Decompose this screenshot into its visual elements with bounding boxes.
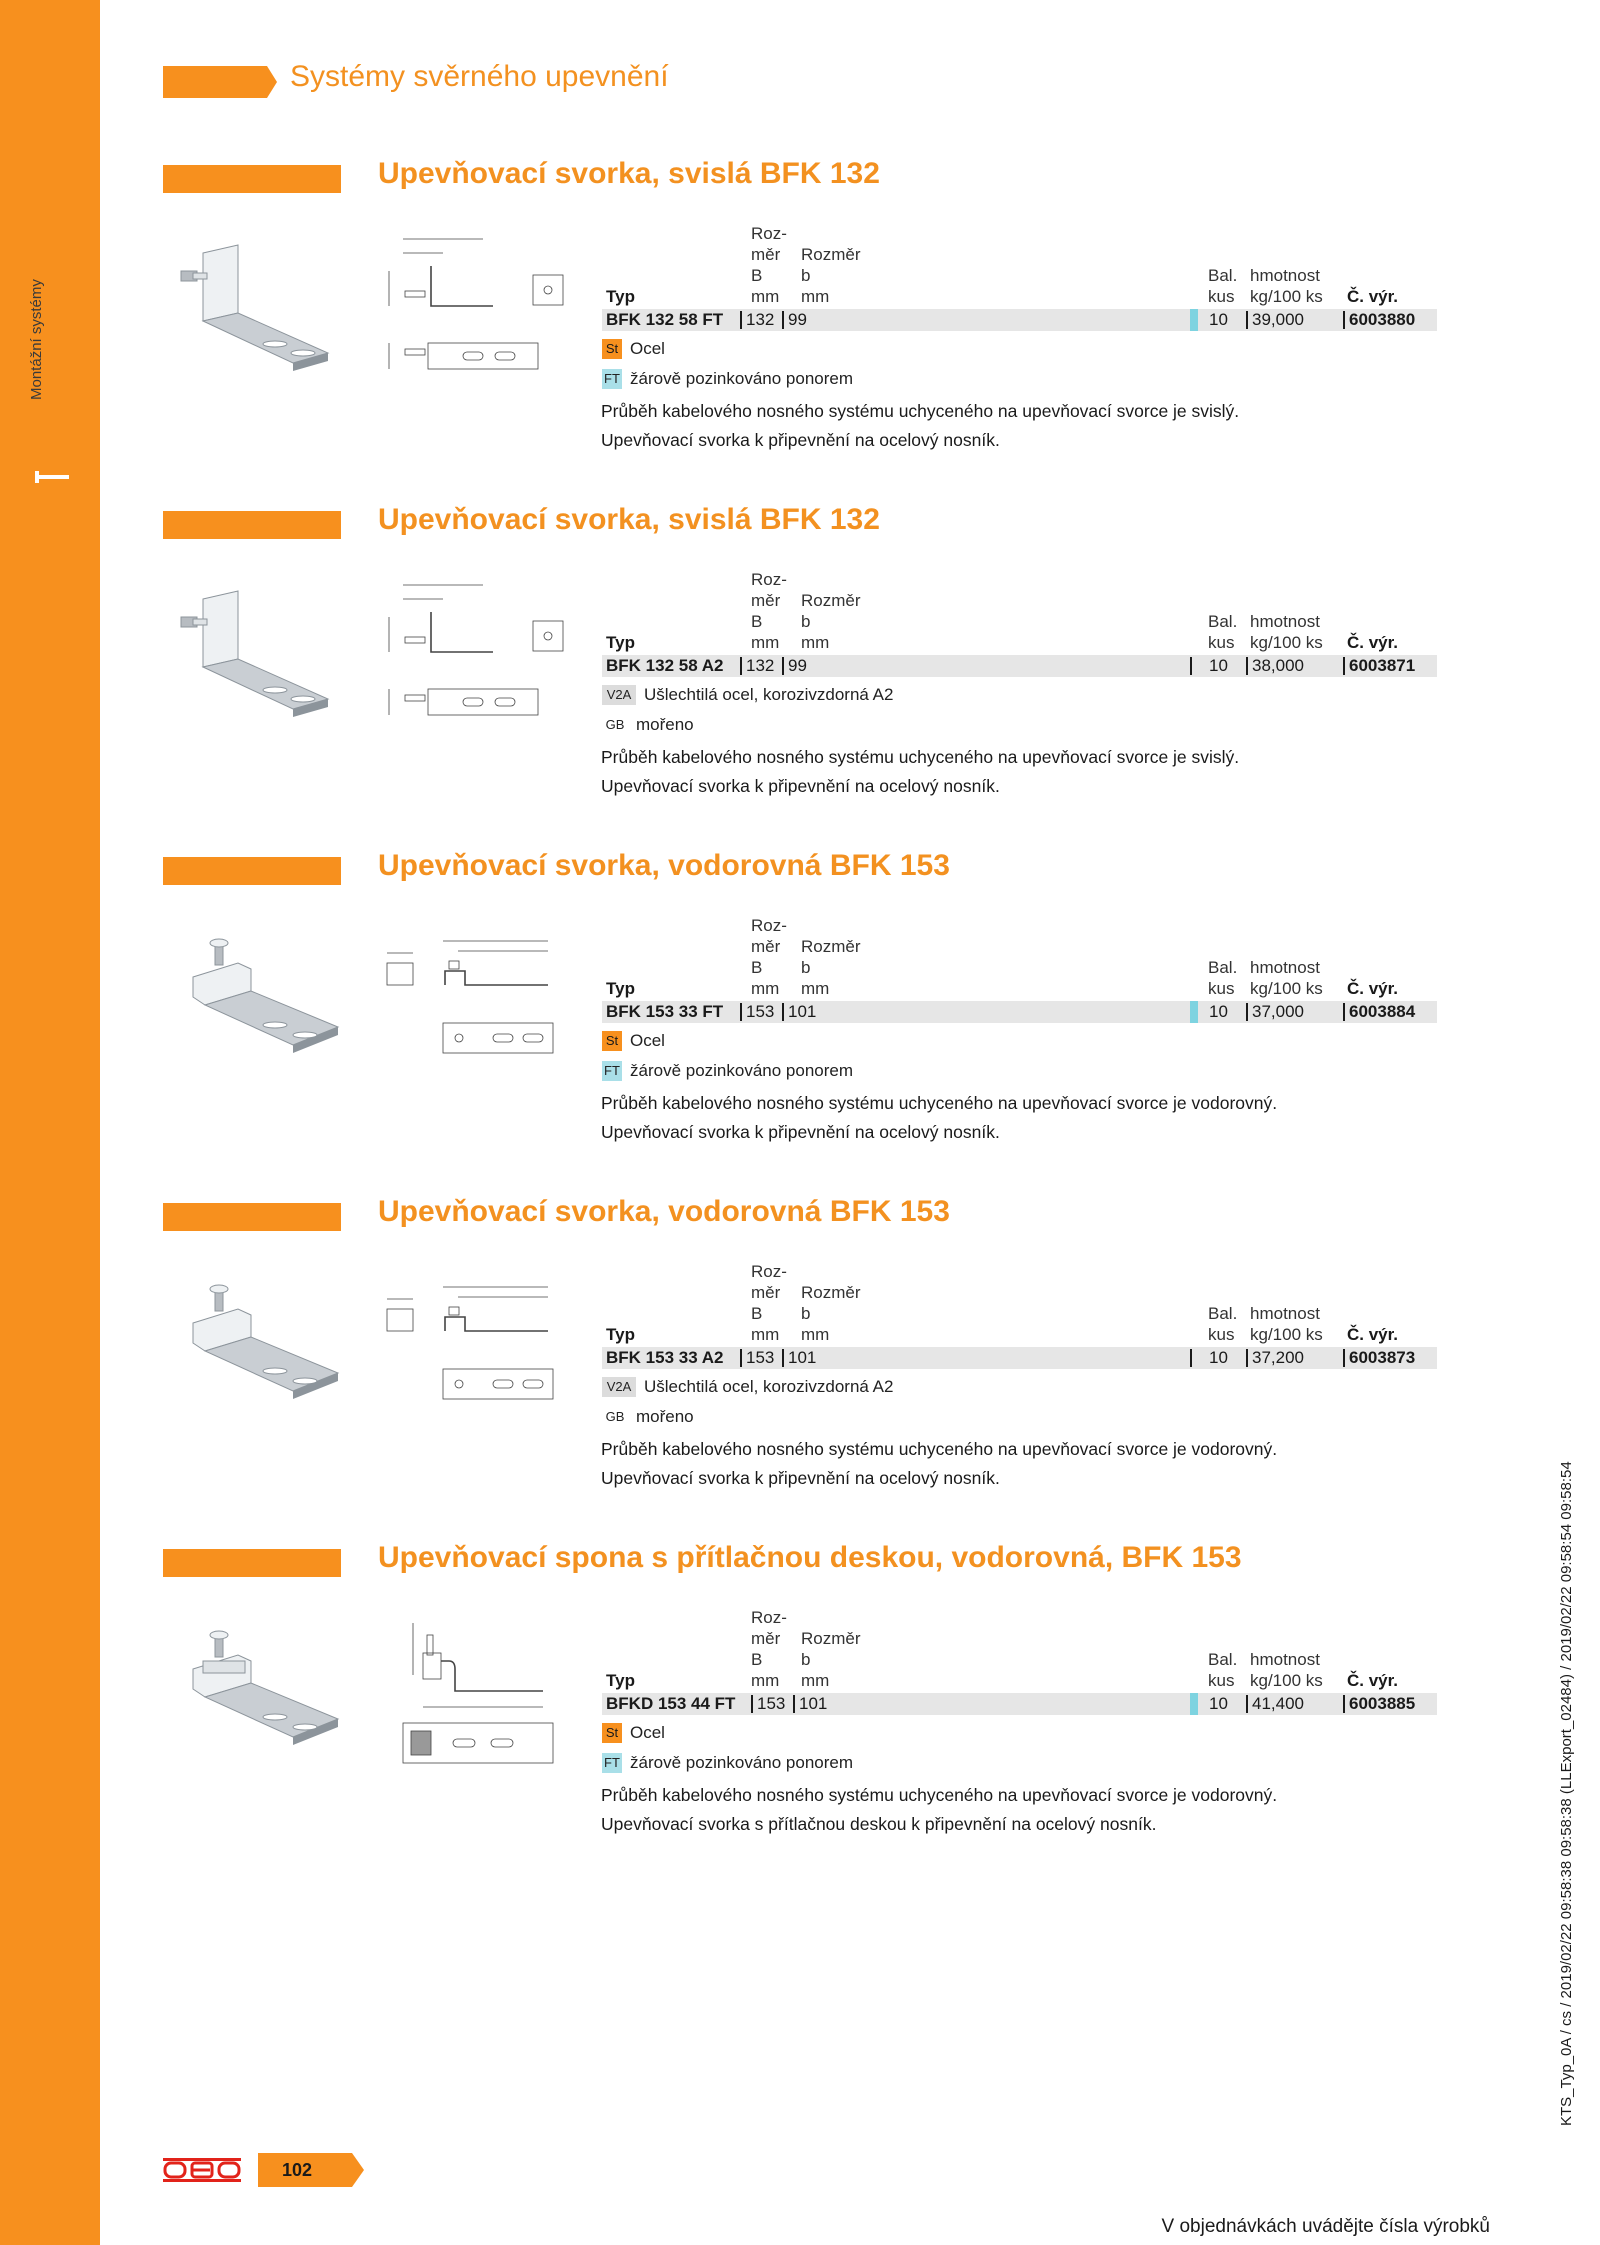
product-section [0,849,1600,1187]
column-header-pack: Bal. kus [1208,958,1238,998]
cell-dim-B: 153 [746,1002,775,1021]
product-row [602,1347,1437,1369]
cell-separator [740,1003,742,1021]
cell-dim-B: 153 [757,1694,786,1713]
cell-separator [782,1349,784,1367]
column-header-dim-B: Roz- měr B mm [751,224,787,306]
cell-weight: 38,000 [1252,656,1304,675]
cell-dim-b: 101 [799,1694,828,1713]
column-header-article: Č. výr. [1347,1325,1399,1344]
column-header-article: Č. výr. [1347,1671,1399,1690]
section-title: Upevňovací spona s přítlačnou deskou, vodorovná, BFK 153 [378,1541,1242,1574]
finish-text: mořeno [636,715,694,734]
cell-article: 6003871 [1349,656,1416,675]
cell-separator [1190,1693,1198,1715]
cell-type: BFK 153 33 A2 [606,1348,724,1367]
description-line: Průběh kabelového nosného systému uchyceného na upevňovací svorce je svislý. [601,747,1240,767]
cell-type: BFK 132 58 FT [606,310,724,329]
cell-separator [793,1695,795,1713]
cell-article: 6003885 [1349,1694,1416,1713]
column-header-type: Typ [606,287,635,306]
material-badge: St [602,339,622,359]
column-header-dim-B: Roz- měr B mm [751,1262,787,1344]
footer-note: V objednávkách uvádějte čísla výrobků [1161,2216,1490,2237]
product-photo [163,1281,343,1421]
dimension-drawing [383,231,583,391]
cell-weight: 37,200 [1252,1348,1304,1367]
product-photo [163,935,343,1075]
column-header-dim-b: Rozměr b mm [801,1629,861,1690]
description-line: Upevňovací svorka s přítlačnou deskou k připevnění na ocelový nosník. [601,1814,1157,1834]
column-header-article: Č. výr. [1347,287,1399,306]
finish-text: žárově pozinkováno ponorem [630,369,854,388]
product-photo [163,589,343,729]
column-header-pack: Bal. kus [1208,266,1238,306]
product-row [602,655,1437,677]
cell-dim-B: 132 [746,656,775,675]
cell-separator [1190,1349,1192,1367]
column-header-type: Typ [606,1671,635,1690]
cell-article: 6003873 [1349,1348,1416,1367]
column-header-type: Typ [606,633,635,652]
cell-pack: 10 [1209,1694,1228,1713]
cell-separator [740,657,742,675]
cell-separator [1246,657,1248,675]
cell-separator [1343,1695,1345,1713]
column-header-weight: hmotnost kg/100 ks [1250,1650,1323,1690]
cell-dim-B: 132 [746,310,775,329]
cell-separator [1190,309,1198,331]
product-row [602,1693,1437,1715]
page-title: Systémy svěrného upevnění [290,60,669,93]
product-photo [163,1627,343,1767]
dimension-drawing [383,577,583,737]
column-header-article: Č. výr. [1347,633,1399,652]
dimension-drawing [383,1269,583,1429]
section-title: Upevňovací svorka, vodorovná BFK 153 [378,1195,950,1228]
cell-separator [1343,657,1345,675]
cell-dim-b: 99 [788,656,807,675]
cell-separator [1343,1003,1345,1021]
section-title: Upevňovací svorka, svislá BFK 132 [378,503,880,536]
finish-badge: FT [602,1061,622,1081]
description-line: Průběh kabelového nosného systému uchyceného na upevňovací svorce je vodorovný. [601,1093,1278,1113]
column-header-pack: Bal. kus [1208,612,1238,652]
cell-separator [782,311,784,329]
dimension-drawing [383,1615,583,1775]
finish-text: mořeno [636,1407,694,1426]
description-line: Průběh kabelového nosného systému uchyceného na upevňovací svorce je svislý. [601,401,1240,421]
column-header-type: Typ [606,1325,635,1344]
cell-type: BFK 132 58 A2 [606,656,724,675]
column-header-dim-b: Rozměr b mm [801,591,861,652]
description-line: Průběh kabelového nosného systému uchyceného na upevňovací svorce je vodorovný. [601,1785,1278,1805]
description-line: Upevňovací svorka k připevnění na ocelový nosník. [601,430,1000,450]
product-section [0,1195,1600,1533]
cell-separator [1190,657,1192,675]
cell-separator [740,311,742,329]
column-header-weight: hmotnost kg/100 ks [1250,266,1323,306]
cell-separator [1343,311,1345,329]
column-header-article: Č. výr. [1347,979,1399,998]
finish-badge: FT [602,1753,622,1773]
description-line: Upevňovací svorka k připevnění na ocelový nosník. [601,1122,1000,1142]
product-row [602,1001,1437,1023]
column-header-dim-b: Rozměr b mm [801,245,861,306]
cell-separator [1246,1695,1248,1713]
finish-badge: FT [602,369,622,389]
cell-dim-b: 99 [788,310,807,329]
section-bar [163,165,341,193]
column-header-weight: hmotnost kg/100 ks [1250,958,1323,998]
cell-separator [1246,311,1248,329]
product-row [602,309,1437,331]
obo-logo [163,2158,241,2182]
finish-text: žárově pozinkováno ponorem [630,1061,854,1080]
material-badge: V2A [602,685,636,705]
cell-article: 6003884 [1349,1002,1416,1021]
side-category-label: Montážní systémy [28,279,45,400]
cell-weight: 37,000 [1252,1002,1304,1021]
cell-weight: 41,400 [1252,1694,1304,1713]
product-section [0,503,1600,841]
cell-separator [782,1003,784,1021]
cell-pack: 10 [1209,1348,1228,1367]
header-arrow-icon [163,66,277,98]
finish-text: žárově pozinkováno ponorem [630,1753,854,1772]
section-bar [163,857,341,885]
column-header-pack: Bal. kus [1208,1304,1238,1344]
column-header-dim-B: Roz- měr B mm [751,1608,787,1690]
material-text: Ocel [630,1723,665,1742]
column-header-dim-B: Roz- měr B mm [751,916,787,998]
product-photo [163,243,343,383]
cell-article: 6003880 [1349,310,1416,329]
material-text: Ocel [630,339,665,358]
material-text: Ušlechtilá ocel, korozivzdorná A2 [644,685,894,704]
material-text: Ocel [630,1031,665,1050]
dimension-drawing [383,923,583,1083]
cell-dim-B: 153 [746,1348,775,1367]
page-number: 102 [282,2160,313,2180]
cell-type: BFKD 153 44 FT [606,1694,736,1713]
cell-separator [782,657,784,675]
cell-dim-b: 101 [788,1348,817,1367]
section-bar [163,1203,341,1231]
section-title: Upevňovací svorka, vodorovná BFK 153 [378,849,950,882]
column-header-dim-b: Rozměr b mm [801,937,861,998]
material-badge: St [602,1723,622,1743]
finish-badge: GB [602,715,628,735]
cell-separator [751,1695,753,1713]
section-bar [163,511,341,539]
cell-pack: 10 [1209,1002,1228,1021]
section-title: Upevňovací svorka, svislá BFK 132 [378,157,880,190]
cell-separator [1190,1001,1198,1023]
material-badge: St [602,1031,622,1051]
cell-pack: 10 [1209,310,1228,329]
description-line: Upevňovací svorka k připevnění na ocelový nosník. [601,1468,1000,1488]
material-text: Ušlechtilá ocel, korozivzdorná A2 [644,1377,894,1396]
description-line: Upevňovací svorka k připevnění na ocelový nosník. [601,776,1000,796]
description-line: Průběh kabelového nosného systému uchyceného na upevňovací svorce je vodorovný. [601,1439,1278,1459]
cell-separator [1246,1003,1248,1021]
cell-separator [740,1349,742,1367]
material-badge: V2A [602,1377,636,1397]
cell-pack: 10 [1209,656,1228,675]
column-header-weight: hmotnost kg/100 ks [1250,612,1323,652]
column-header-pack: Bal. kus [1208,1650,1238,1690]
column-header-type: Typ [606,979,635,998]
section-bar [163,1549,341,1577]
product-section [0,157,1600,495]
export-metadata: KTS_Typ_0A / cs / 2019/02/22 09:58:38 09:58:38 (LLExport_02484) / 2019/02/22 09:58:54 09:58:54 [1558,1461,1575,2126]
cell-separator [1246,1349,1248,1367]
cell-weight: 39,000 [1252,310,1304,329]
cell-separator [1343,1349,1345,1367]
finish-badge: GB [602,1407,628,1427]
column-header-weight: hmotnost kg/100 ks [1250,1304,1323,1344]
column-header-dim-B: Roz- měr B mm [751,570,787,652]
column-header-dim-b: Rozměr b mm [801,1283,861,1344]
cell-dim-b: 101 [788,1002,817,1021]
cell-type: BFK 153 33 FT [606,1002,724,1021]
